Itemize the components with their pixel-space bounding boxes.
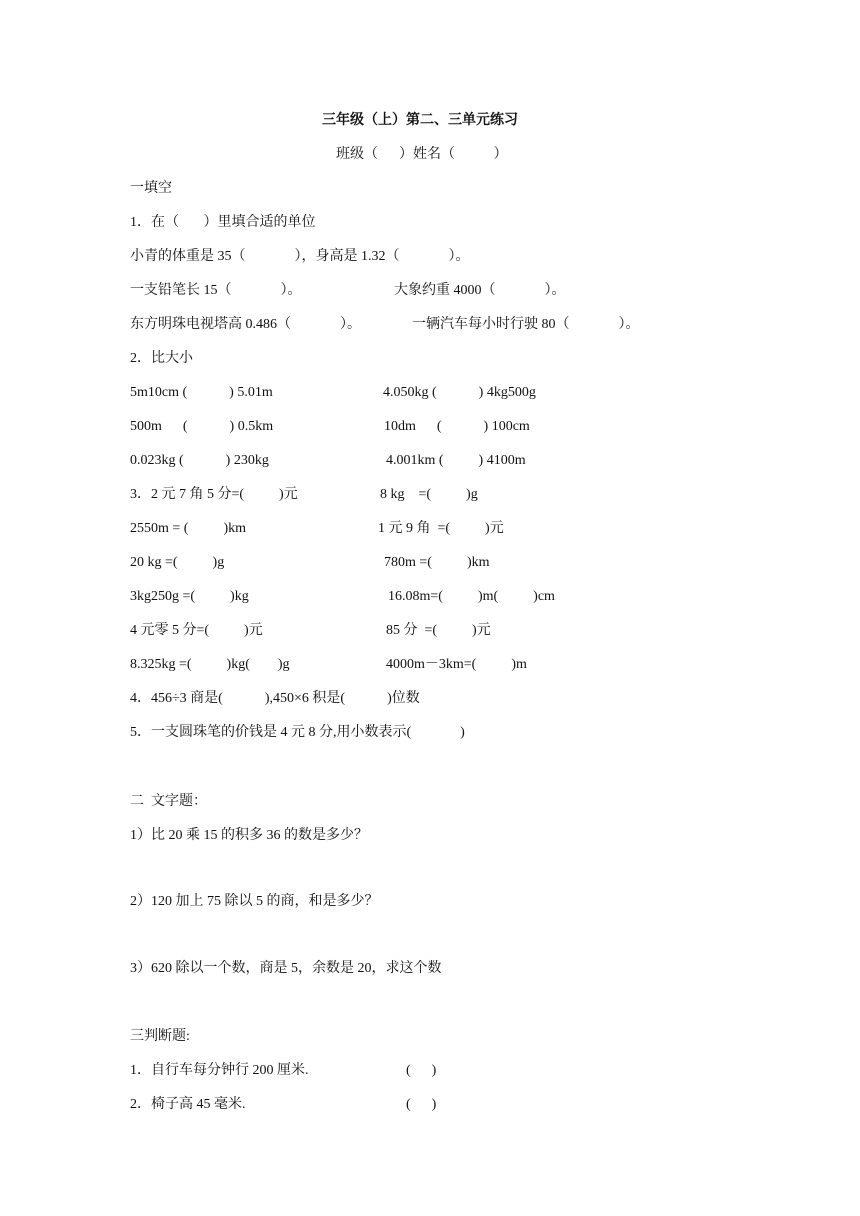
q3-row3-right: 780m =( )km bbox=[384, 555, 490, 570]
q3-row4-right: 16.08m=( )m( )cm bbox=[388, 589, 555, 604]
q3-row6-right: 4000m－3km=( )m bbox=[386, 657, 527, 672]
section1-heading: 一填空 bbox=[130, 181, 172, 196]
judge-item-2-text: 2．椅子高 45 毫米. bbox=[130, 1097, 246, 1112]
q2-row1-left: 5m10cm ( ) 5.01m bbox=[130, 385, 273, 400]
section2-heading: 二 文字题： bbox=[130, 794, 207, 809]
word-problem-3: 3）620 除以一个数，商是 5，余数是 20，求这个数 bbox=[130, 961, 442, 976]
judge-item-1-text: 1．自行车每分钟行 200 厘米. bbox=[130, 1063, 309, 1078]
q3-row3-left: 20 kg =( )g bbox=[130, 555, 225, 570]
q1-line3-right: 一辆汽车每小时行驶 80（ ）。 bbox=[412, 317, 640, 332]
q4-line: 4．456÷3 商是( ),450×6 积是( )位数 bbox=[130, 691, 420, 706]
q3-row2-right: 1 元 9 角 =( )元 bbox=[378, 521, 504, 536]
q2-row1-right: 4.050kg ( ) 4kg500g bbox=[383, 385, 536, 400]
q2-row2-left: 500m ( ) 0.5km bbox=[130, 419, 274, 434]
q2-stem: 2．比大小 bbox=[130, 351, 193, 366]
q3-row1-right: 8 kg =( )g bbox=[380, 487, 478, 502]
q1-line1: 小青的体重是 35（ ），身高是 1.32（ ）。 bbox=[130, 249, 470, 264]
q3-row1-left: 3．2 元 7 角 5 分=( )元 bbox=[130, 487, 298, 502]
q3-row5-left: 4 元零 5 分=( )元 bbox=[130, 623, 263, 638]
q1-stem: 1．在（ ）里填合适的单位 bbox=[130, 215, 316, 230]
q3-row6-left: 8.325kg =( )kg( )g bbox=[130, 657, 290, 672]
q3-row2-left: 2550m = ( )km bbox=[130, 521, 246, 536]
q1-line2-right: 大象约重 4000（ ）。 bbox=[394, 283, 566, 298]
q1-line3-left: 东方明珠电视塔高 0.486（ ）。 bbox=[130, 317, 361, 332]
q2-row3-left: 0.023kg ( ) 230kg bbox=[130, 453, 269, 468]
page-title: 三年级（上）第二、三单元练习 bbox=[322, 113, 518, 128]
q2-row3-right: 4.001km ( ) 4100m bbox=[386, 453, 526, 468]
judge-item-1-blank: ( ) bbox=[406, 1063, 437, 1078]
q3-row4-left: 3kg250g =( )kg bbox=[130, 589, 249, 604]
word-problem-1: 1）比 20 乘 15 的积多 36 的数是多少？ bbox=[130, 828, 368, 843]
q5-line: 5．一支圆珠笔的价钱是 4 元 8 分,用小数表示( ) bbox=[130, 725, 465, 740]
word-problem-2: 2）120 加上 75 除以 5 的商，和是多少？ bbox=[130, 894, 379, 909]
q3-row5-right: 85 分 =( )元 bbox=[386, 623, 491, 638]
q2-row2-right: 10dm ( ) 100cm bbox=[384, 419, 530, 434]
class-name-line: 班级（ ）姓名（ ） bbox=[336, 147, 508, 162]
q1-line2-left: 一支铅笔长 15（ ）。 bbox=[130, 283, 302, 298]
section3-heading: 三判断题: bbox=[130, 1029, 190, 1044]
judge-item-2-blank: ( ) bbox=[406, 1097, 437, 1112]
